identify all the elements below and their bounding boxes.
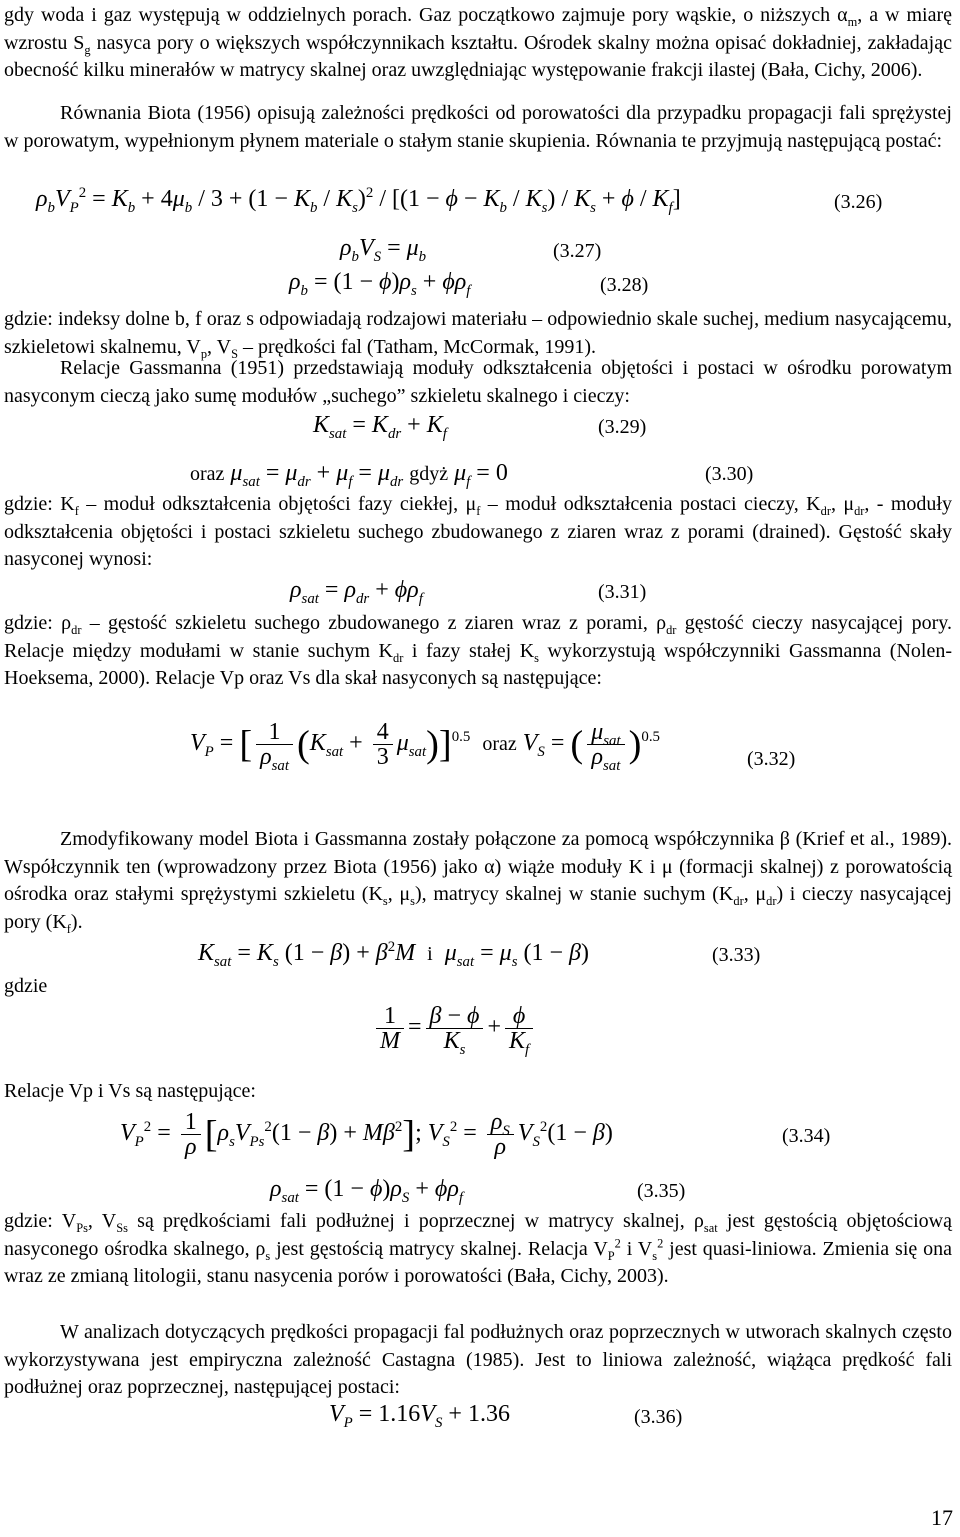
equation-number: (3.30) (705, 463, 754, 485)
equation-number: (3.26) (834, 191, 883, 213)
equation-3-35: $\rho_{sat} = (1 - \phi)\rho_S + \phi\rho_f$ (270, 1176, 463, 1206)
equation-3-30: oraz $\mu_{sat} = \mu_{dr} + \mu_f = \mu_{dr}$ gdyż $\mu_f = 0$ (190, 460, 508, 490)
equation-word: gdyż (409, 463, 449, 485)
equation-beta: $\frac{1}{M}$ = $\frac{\beta - \phi}{K_s}$ + $\frac{\phi}{K_f}$ (372, 1004, 537, 1053)
equation-3-27: $\rho_bV_S = \mu_b$ (340, 235, 427, 265)
equation-3-26: $\rho_bV_P^2 = K_b + 4\mu_b / 3 + (1 - K_b / K_s)^2 / [(1 - \phi - K_b / K_s) / K_s + \phi / K_f]$ (36, 185, 681, 216)
equation-3-34: $V_P^2$ = $\frac{1}{\rho}$ $[\rho_sV_{Ps}^2(1 - \beta) + M\beta^2]$; $V_S^2$ = $\frac{\rho_S}{\rho}$ $V_S^2(1 - \beta)$ (120, 1109, 613, 1160)
equation-word: oraz (190, 463, 225, 485)
paragraph: Relacje Vp i Vs są następujące: (4, 1080, 256, 1102)
paragraph: gdzie: indeksy dolne b, f oraz s odpowiadają rodzajowi materiału – odpowiednio skale suchej, medium nasycającemu, szkieletowi skalnemu, $V_p$, $V_S$ – prędkości fal (Tatham, McCormak, 1991). (4, 308, 952, 361)
equation-number: (3.32) (747, 748, 796, 770)
equation-number: (3.27) (553, 240, 602, 262)
equation-number: (3.28) (600, 274, 649, 296)
paragraph: W analizach dotyczących prędkości propagacji fal podłużnych oraz poprzecznych w utworach skalnych często wykorzystywana jest empiryczna zależność Castagna (1985). Jest to liniowa zależność, wiążąca prędkość fali podłużnej oraz poprzecznej, następującej postaci: (4, 1321, 952, 1398)
equation-number: (3.33) (712, 944, 761, 966)
equation-number: (3.36) (634, 1406, 683, 1428)
equation-number: (3.35) (637, 1180, 686, 1202)
paragraph: gdzie: $\rho_{dr}$ – gęstość szkieletu suchego zbudowanego z ziaren wraz z porami, $\rho_{dr}$ gęstość cieczy nasycającej pory. Relacje między modułami w stanie suchym $K_{dr}$ i fazy stałej $K_s$ wykorzystują współczynniki Gassmanna (Nolen-Hoeksema, 2000). Relacje Vp oraz Vs dla skał nasyconych są następujące: (4, 612, 952, 689)
equation-number: (3.29) (598, 416, 647, 438)
paragraph: Równania Biota (1956) opisują zależności prędkości od porowatości dla przypadku propagacji fali sprężystej w porowatym, wypełnionym płynem materiale o stałym stanie skupienia. Równania te przyjmują następującą postać: (4, 102, 952, 152)
paragraph: gdzie: $V_{Ps}$, $V_{Ss}$ są prędkościami fali podłużnej i poprzecznej w matrycy skalnej, $\rho_{sat}$ jest gęstością objętościową nasyconego ośrodka skalnego, $\rho_s$ jest gęstością matrycy skalnej. Relacja $V_P^2$ i $V_s^2$ jest quasi-liniowa. Zmienia się ona wraz ze zmianą litologii, stanu nasycenia porów i porowatości (Bała, Cichy, 2003). (4, 1210, 952, 1287)
paragraph: Relacje Gassmanna (1951) przedstawiają moduły odkształcenia objętości i postaci w ośrodku porowatym nasyconym cieczą jako sumę modułów „suchego” szkieletu skalnego i cieczy: (4, 357, 952, 407)
paragraph: gdy woda i gaz występują w oddzielnych porach. Gaz początkowo zajmuje pory wąskie, o niższych $\alpha_m$, a w miarę wzrostu $S_g$ nasyca pory o większych współczynnikach kształtu. Ośrodek skalny można opisać dokładniej, zakładając obecność kilku minerałów w matrycy skalnej oraz uwzględniając występowanie frakcji ilastej (Bała, Cichy, 2006). (4, 4, 952, 81)
equation-3-28: $\rho_b = (1 - \phi)\rho_s + \phi\rho_f$ (289, 269, 471, 299)
paragraph: Zmodyfikowany model Biota i Gassmanna zostały połączone za pomocą współczynnika β (Krief et al., 1989). Współczynnik ten (wprowadzony przez Biota (1956) jako α) wiąże moduły K i μ (formacji skalnej) z porowatością ośrodka oraz stałymi sprężystymi szkieletu ($K_s$, $\mu_s$), matrycy skalnej w stanie suchym ($K_{dr}$, $\mu_{dr}$) i cieczy nasycającej pory $(K_f)$. (4, 828, 952, 936)
equation-number: (3.31) (598, 581, 647, 603)
paragraph: gdzie: $K_f$ – moduł odkształcenia objętości fazy ciekłej, $\mu_f$ – moduł odkształcenia postaci cieczy, $K_{dr}$, $\mu_{dr}$, - moduły odkształcenia objętości i postaci szkieletu suchego zbudowanego z ziaren wraz z porami (drained). Gęstość skały nasyconej wynosi: (4, 493, 952, 570)
paragraph: gdzie (4, 975, 48, 997)
equation-word: oraz (482, 733, 517, 756)
page-number: 17 (931, 1505, 953, 1530)
equation-3-31: $\rho_{sat} = \rho_{dr} + \phi\rho_f$ (290, 577, 423, 607)
equation-word: i (427, 943, 433, 965)
equation-3-29: $K_{sat} = K_{dr} + K_f$ (313, 412, 447, 442)
equation-3-33: $K_{sat} = K_s$ $(1 - \beta) + \beta^2M$ i $\mu_{sat} = \mu_s$ (1 − β) (198, 939, 589, 970)
equation-3-32: $V_P$ = [ $\frac{1}{\rho_{sat}}$ ($K_{sat}$ + $\frac{4}{3}$ $\mu_{sat})]^{0.5}$ oraz $V_S$ = ( $\frac{\mu_{sat}}{\rho_{sat}}$ )$^{0.5}$ (190, 719, 660, 774)
equation-3-36: $V_P = 1.16V_S + 1.36$ (329, 1401, 510, 1431)
equation-number: (3.34) (782, 1125, 831, 1147)
